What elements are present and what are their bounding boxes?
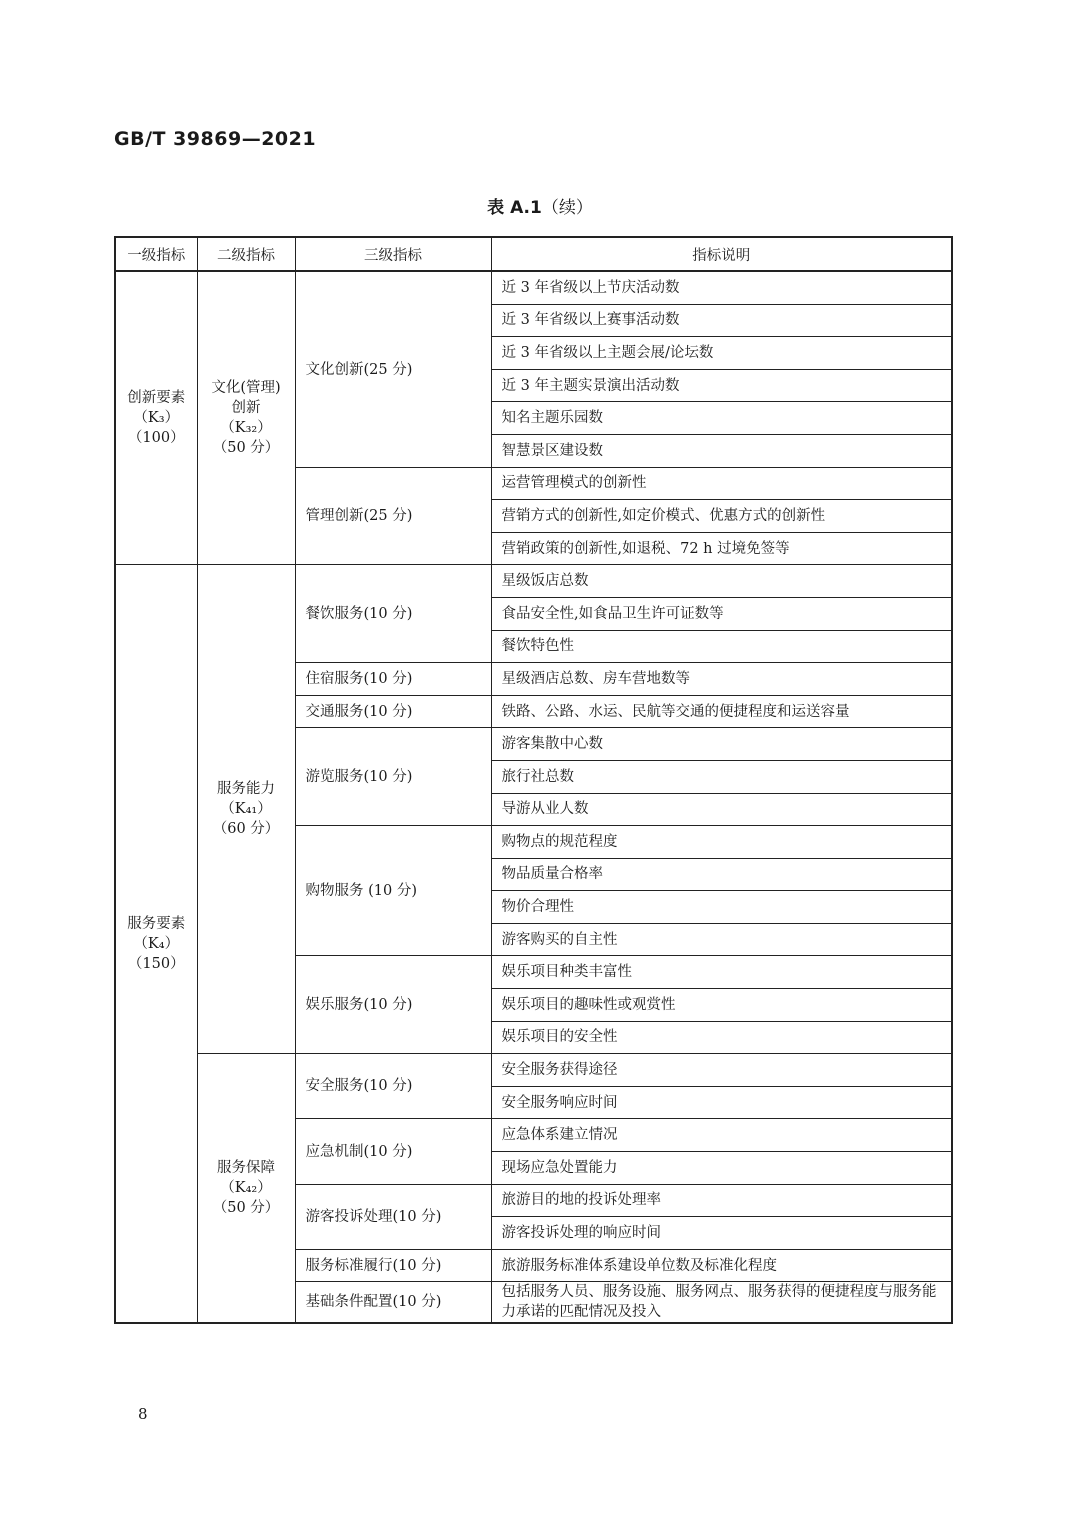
description-cell: 近 3 年省级以上主题会展/论坛数	[491, 337, 952, 370]
description-cell: 包括服务人员、服务设施、服务网点、服务获得的便捷程度与服务能力承诺的匹配情况及投入	[491, 1282, 952, 1324]
level3-cell: 购物服务 (10 分)	[295, 826, 491, 956]
description-cell: 娱乐项目的安全性	[491, 1021, 952, 1054]
level3-cell: 基础条件配置(10 分)	[295, 1282, 491, 1324]
description-cell: 安全服务获得途径	[491, 1054, 952, 1087]
level2-name: 服务保障	[217, 1160, 275, 1177]
header-level3: 三级指标	[295, 237, 491, 271]
standard-code: GB/T 39869—2021	[114, 128, 317, 150]
page-number: 8	[138, 1405, 148, 1423]
level3-cell: 文化创新(25 分)	[295, 271, 491, 467]
table-row	[115, 271, 952, 304]
description-cell: 应急体系建立情况	[491, 1119, 952, 1152]
description-cell: 星级饭店总数	[491, 565, 952, 598]
level1-name: 服务要素	[127, 915, 186, 932]
level1-cell	[115, 271, 197, 565]
description-cell: 旅游服务标准体系建设单位数及标准化程度	[491, 1249, 952, 1282]
header-level2: 二级指标	[197, 237, 295, 271]
table-header-row	[115, 237, 952, 271]
description-cell: 物价合理性	[491, 891, 952, 924]
level1-score: （100）	[127, 430, 185, 447]
level2-score: （50 分）	[212, 1200, 280, 1217]
level2-code: （K₄₂）	[220, 1180, 272, 1197]
description-cell: 游客投诉处理的响应时间	[491, 1217, 952, 1250]
level2-name: 服务能力	[217, 781, 275, 798]
description-cell: 旅游目的地的投诉处理率	[491, 1184, 952, 1217]
description-cell: 运营管理模式的创新性	[491, 467, 952, 500]
description-cell: 食品安全性,如食品卫生许可证数等	[491, 597, 952, 630]
description-cell: 游客购买的自主性	[491, 923, 952, 956]
level3-cell: 安全服务(10 分)	[295, 1054, 491, 1119]
description-cell: 安全服务响应时间	[491, 1086, 952, 1119]
description-cell: 营销政策的创新性,如退税、72 h 过境免签等	[491, 532, 952, 565]
table-row	[115, 1054, 952, 1087]
description-cell: 营销方式的创新性,如定价模式、优惠方式的创新性	[491, 500, 952, 533]
level3-cell: 游客投诉处理(10 分)	[295, 1184, 491, 1249]
level2-score: （50 分）	[212, 440, 280, 457]
description-cell: 娱乐项目种类丰富性	[491, 956, 952, 989]
description-cell: 物品质量合格率	[491, 858, 952, 891]
table-row	[115, 565, 952, 598]
table-caption-label: 表 A.1	[487, 198, 542, 218]
description-cell: 星级酒店总数、房车营地数等	[491, 663, 952, 696]
level3-cell: 住宿服务(10 分)	[295, 663, 491, 696]
description-cell: 近 3 年主题实景演出活动数	[491, 369, 952, 402]
level3-cell: 服务标准履行(10 分)	[295, 1249, 491, 1282]
description-cell: 购物点的规范程度	[491, 826, 952, 859]
description-cell: 娱乐项目的趣味性或观赏性	[491, 989, 952, 1022]
description-cell: 现场应急处置能力	[491, 1152, 952, 1185]
table-caption-suffix: （续）	[541, 198, 593, 218]
header-level1: 一级指标	[115, 237, 197, 271]
level1-score: （150）	[127, 955, 185, 972]
index-table	[114, 236, 953, 1324]
description-cell: 旅行社总数	[491, 760, 952, 793]
level1-code: （K₄）	[133, 935, 180, 952]
level2-cell	[197, 565, 295, 1054]
level3-cell: 管理创新(25 分)	[295, 467, 491, 565]
level2-code: （K₄₁）	[220, 801, 272, 818]
level2-cell	[197, 1054, 295, 1324]
table-caption	[0, 193, 1080, 218]
level2-cell	[197, 271, 295, 565]
level2-name: 文化(管理)	[211, 380, 281, 397]
level1-code: （K₃）	[133, 410, 180, 427]
level1-cell	[115, 565, 197, 1324]
description-cell: 知名主题乐园数	[491, 402, 952, 435]
description-cell: 近 3 年省级以上赛事活动数	[491, 304, 952, 337]
description-cell: 游客集散中心数	[491, 728, 952, 761]
level3-cell: 餐饮服务(10 分)	[295, 565, 491, 663]
level1-name: 创新要素	[127, 390, 186, 407]
level2-name-line2: 创新	[231, 400, 261, 417]
description-cell: 铁路、公路、水运、民航等交通的便捷程度和运送容量	[491, 695, 952, 728]
level3-cell: 娱乐服务(10 分)	[295, 956, 491, 1054]
description-cell: 导游从业人数	[491, 793, 952, 826]
description-cell: 智慧景区建设数	[491, 434, 952, 467]
level2-score: （60 分）	[212, 821, 280, 838]
description-cell: 近 3 年省级以上节庆活动数	[491, 271, 952, 304]
level3-cell: 交通服务(10 分)	[295, 695, 491, 728]
header-description: 指标说明	[491, 237, 952, 271]
level3-cell: 游览服务(10 分)	[295, 728, 491, 826]
level3-cell: 应急机制(10 分)	[295, 1119, 491, 1184]
level2-code: （K₃₂）	[220, 420, 272, 437]
description-cell: 餐饮特色性	[491, 630, 952, 663]
